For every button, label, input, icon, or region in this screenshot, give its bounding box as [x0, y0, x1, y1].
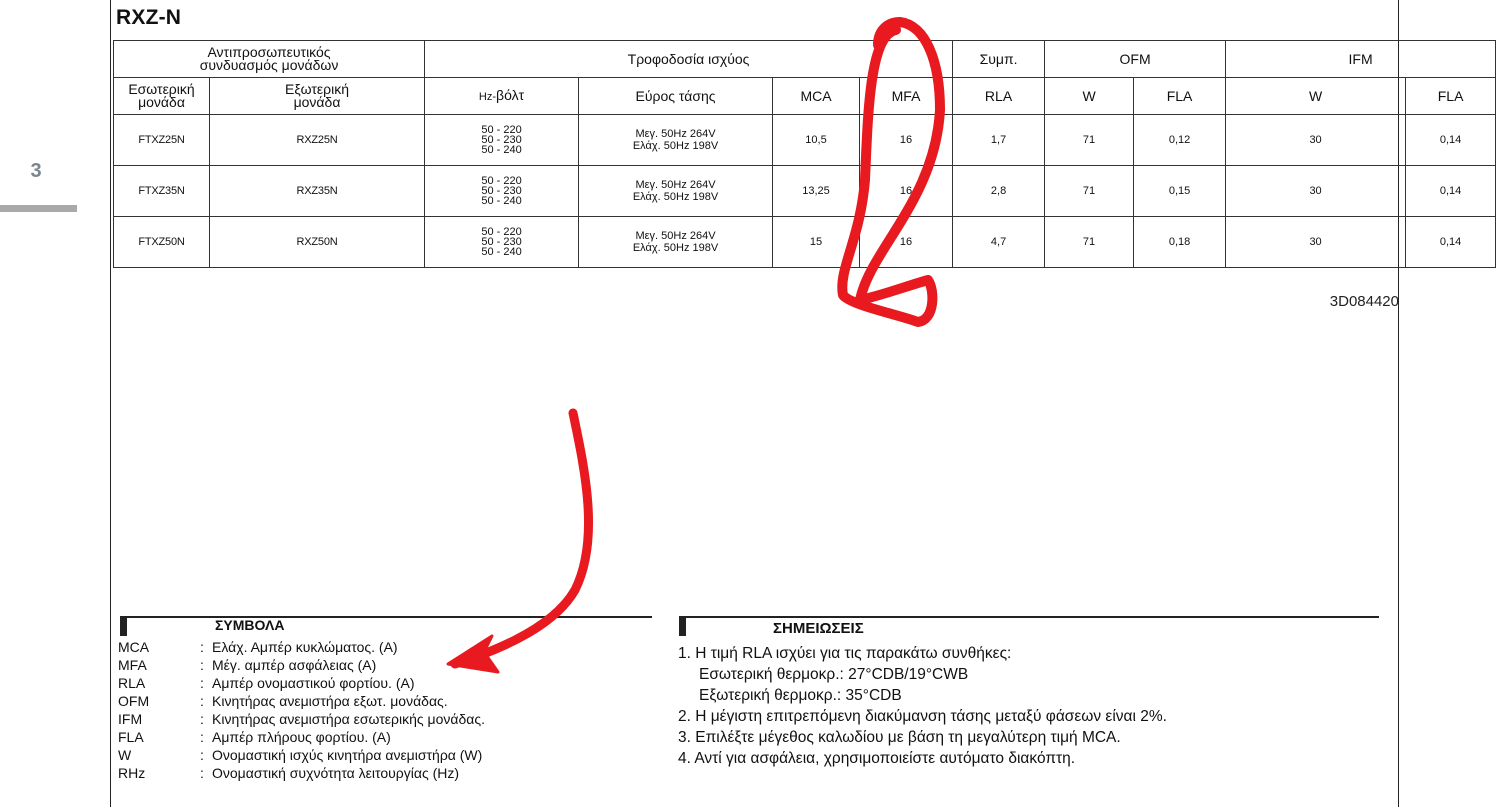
- max-label: Μεγ.: [635, 230, 659, 242]
- table-row: [114, 166, 1496, 217]
- separator: :: [200, 639, 204, 655]
- symbol-abbr: IFM: [118, 711, 143, 727]
- max-label: Μεγ.: [635, 179, 659, 191]
- hz-volt-value: 50 - 230: [481, 134, 522, 146]
- symbol-abbr: RLA: [118, 675, 146, 691]
- separator: :: [200, 765, 204, 781]
- hz-volt-value: 50 - 220: [481, 226, 522, 238]
- mca-value: 15: [773, 217, 860, 268]
- ofm-header: OFM: [1045, 41, 1226, 78]
- list-item: [118, 764, 485, 782]
- list-item: [118, 746, 485, 764]
- note-item: 3. Επιλέξτε μέγεθος καλωδίου με βάση τη μεγαλύτερη τιμή MCA.: [678, 729, 1121, 746]
- separator: :: [200, 711, 204, 727]
- ofm-w-value: 71: [1045, 166, 1134, 217]
- list-item: [118, 656, 485, 674]
- ifm-header: IFM: [1226, 41, 1496, 78]
- ifm-w-value: 30: [1226, 217, 1406, 268]
- hz-volt-cell: [425, 115, 579, 166]
- hz-volt-value: 50 - 230: [481, 236, 522, 248]
- indoor-model: FTXZ35N: [114, 166, 210, 217]
- mca-value: 13,25: [773, 166, 860, 217]
- symbol-abbr: RHz: [118, 765, 146, 781]
- ofm-fla-header: FLA: [1134, 78, 1226, 115]
- outdoor-model: RXZ25N: [210, 115, 425, 166]
- note-subitem: Εσωτερική θερμοκρ.: 27°CDB/19°CWB: [699, 666, 969, 683]
- section-tab-bar: [0, 205, 77, 212]
- indoor-model: FTXZ50N: [114, 217, 210, 268]
- ifm-fla-value: 0,14: [1406, 166, 1496, 217]
- note-item: 1. Η τιμή RLA ισχύει για τις παρακάτω συνθήκες:: [678, 645, 1012, 662]
- max-label: Μεγ.: [635, 128, 659, 140]
- ifm-w-header: W: [1226, 78, 1406, 115]
- list-item: [118, 710, 485, 728]
- rla-value: 2,8: [953, 166, 1045, 217]
- model-title: RXZ-N: [116, 6, 182, 29]
- hz-volt-value: 50 - 240: [481, 195, 522, 207]
- symbol-desc: Κινητήρας ανεμιστήρα εσωτερικής μονάδας.: [212, 711, 486, 727]
- symbols-list: [118, 638, 485, 782]
- ofm-w-value: 71: [1045, 217, 1134, 268]
- symbol-abbr: W: [118, 747, 132, 763]
- comp-header: Συμπ.: [953, 41, 1045, 78]
- separator: :: [200, 729, 204, 745]
- min-value: 50Hz 198V: [663, 191, 719, 203]
- hz-volt-cell: [425, 217, 579, 268]
- rla-value: 1,7: [953, 115, 1045, 166]
- symbol-abbr: MFA: [118, 657, 147, 673]
- mca-value: 10,5: [773, 115, 860, 166]
- mfa-value: 16: [860, 166, 953, 217]
- symbol-desc: Ελάχ. Αμπέρ κυκλώματος. (A): [212, 639, 398, 655]
- outdoor-model: RXZ50N: [210, 217, 425, 268]
- symbol-desc: Αμπέρ πλήρους φορτίου. (A): [212, 729, 391, 745]
- symbol-abbr: MCA: [118, 639, 150, 655]
- symbol-desc: Αμπέρ ονομαστικού φορτίου. (A): [212, 675, 415, 691]
- separator: :: [200, 747, 204, 763]
- max-value: 50Hz 264V: [661, 230, 716, 242]
- power-supply-header: Τροφοδοσία ισχύος: [425, 41, 953, 78]
- symbol-desc: Κινητήρας ανεμιστήρα εξωτ. μονάδας.: [212, 693, 448, 709]
- notes-rule: [679, 616, 1379, 618]
- mfa-value: 16: [860, 115, 953, 166]
- separator: :: [200, 657, 204, 673]
- hz-volt-value: 50 - 230: [481, 185, 522, 197]
- combo-header: Αντιπροσωπευτικός συνδυασμός μονάδων: [114, 41, 425, 78]
- ifm-fla-value: 0,14: [1406, 217, 1496, 268]
- outdoor-unit-header: Εξωτερική μονάδα: [210, 78, 425, 115]
- notes-marker: [679, 616, 686, 636]
- rla-value: 4,7: [953, 217, 1045, 268]
- list-item: [118, 674, 485, 692]
- min-value: 50Hz 198V: [663, 242, 719, 254]
- min-label: Ελάχ.: [632, 242, 661, 254]
- list-item: [118, 692, 485, 710]
- voltage-range-header: Εύρος τάσης: [579, 78, 773, 115]
- ifm-w-value: 30: [1226, 115, 1406, 166]
- ifm-w-value: 30: [1226, 166, 1406, 217]
- hz-volt-header: [425, 78, 579, 115]
- symbol-abbr: FLA: [118, 729, 144, 745]
- notes-list: [678, 643, 1167, 769]
- ifm-fla-value: 0,14: [1406, 115, 1496, 166]
- drawing-number: 3D084420: [1329, 293, 1399, 310]
- section-number: 3: [30, 160, 42, 182]
- table-row: [114, 115, 1496, 166]
- symbols-marker: [120, 616, 127, 636]
- note-subitem: Εξωτερική θερμοκρ.: 35°CDB: [699, 687, 902, 704]
- ifm-fla-header: FLA: [1406, 78, 1496, 115]
- voltage-range-cell: [579, 166, 773, 217]
- ofm-fla-value: 0,15: [1134, 166, 1226, 217]
- mca-header: MCA: [773, 78, 860, 115]
- max-value: 50Hz 264V: [661, 179, 716, 191]
- ofm-w-header: W: [1045, 78, 1134, 115]
- symbol-desc: Ονομαστική ισχύς κινητήρα ανεμιστήρα (W): [212, 747, 483, 763]
- notes-title: ΣΗΜΕΙΩΣΕΙΣ: [773, 620, 864, 637]
- separator: :: [200, 675, 204, 691]
- mfa-value: 16: [860, 217, 953, 268]
- max-value: 50Hz 264V: [661, 128, 716, 140]
- hz-volt-value: 50 - 220: [481, 175, 522, 187]
- volt-label: βόλτ: [496, 86, 525, 103]
- symbol-desc: Ονομαστική συχνότητα λειτουργίας (Hz): [212, 765, 460, 781]
- min-label: Ελάχ.: [632, 140, 661, 152]
- separator: :: [200, 693, 204, 709]
- min-value: 50Hz 198V: [663, 140, 719, 152]
- ofm-fla-value: 0,12: [1134, 115, 1226, 166]
- list-item: [118, 638, 485, 656]
- list-item: [118, 728, 485, 746]
- ofm-w-value: 71: [1045, 115, 1134, 166]
- note-item: 2. Η μέγιστη επιτρεπόμενη διακύμανση τάσης μεταξύ φάσεων είναι 2%.: [678, 708, 1167, 725]
- hz-volt-value: 50 - 240: [481, 144, 522, 156]
- symbols-title: ΣΥΜΒΟΛΑ: [215, 617, 285, 633]
- table-row: [114, 217, 1496, 268]
- mfa-header: MFA: [860, 78, 953, 115]
- electrical-spec-table: [113, 40, 1496, 268]
- voltage-range-cell: [579, 115, 773, 166]
- hz-volt-value: 50 - 220: [481, 124, 522, 136]
- hz-volt-cell: [425, 166, 579, 217]
- ofm-fla-value: 0,18: [1134, 217, 1226, 268]
- hz-prefix: Hz-: [478, 90, 497, 103]
- outdoor-model: RXZ35N: [210, 166, 425, 217]
- indoor-unit-header: Εσωτερική μονάδα: [114, 78, 210, 115]
- rla-header: RLA: [953, 78, 1045, 115]
- indoor-model: FTXZ25N: [114, 115, 210, 166]
- symbol-abbr: OFM: [118, 693, 150, 709]
- symbol-desc: Μέγ. αμπέρ ασφάλειας (A): [212, 657, 377, 673]
- min-label: Ελάχ.: [632, 191, 661, 203]
- symbols-rule: [120, 616, 652, 618]
- voltage-range-cell: [579, 217, 773, 268]
- note-item: 4. Αντί για ασφάλεια, χρησιμοποιείστε αυτόματο διακόπτη.: [678, 750, 1076, 767]
- hz-volt-value: 50 - 240: [481, 246, 522, 258]
